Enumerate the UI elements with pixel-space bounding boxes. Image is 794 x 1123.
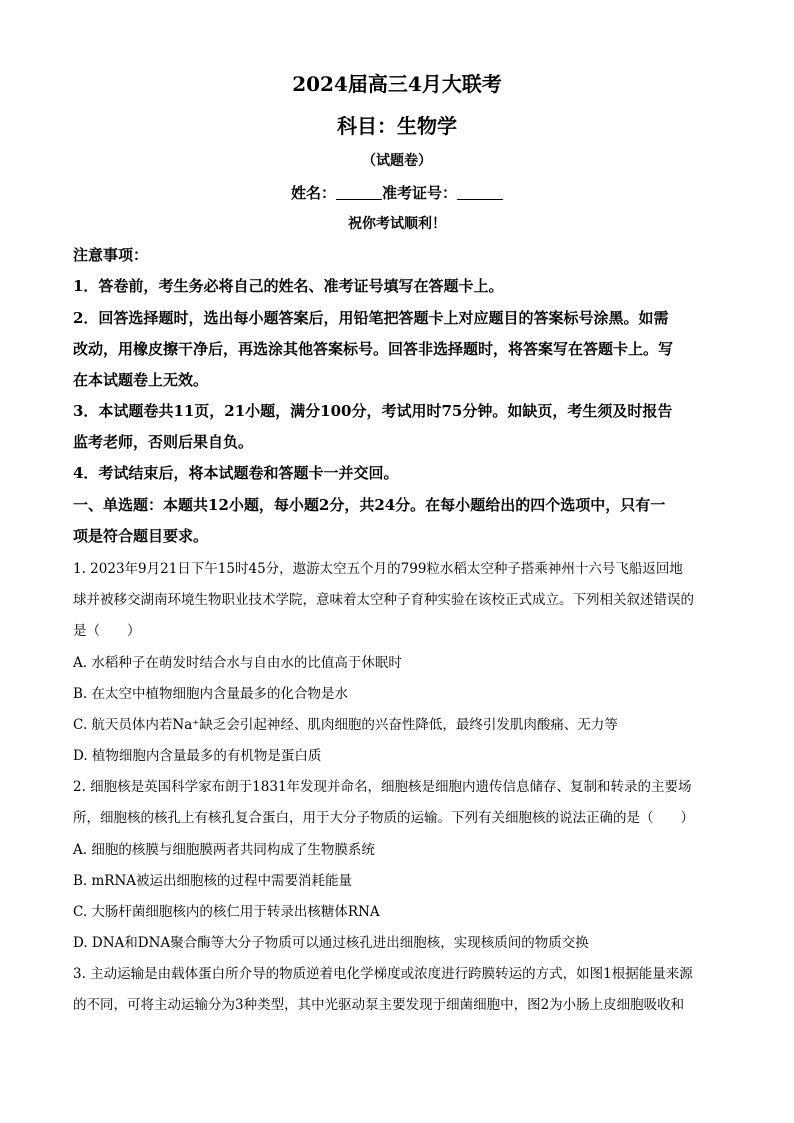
question-1-stem: 1. 2023年9月21日下午15时45分，遨游太空五个月的799粒水稻太空种子搭乘神州十六号飞船返回地 [73,561,683,577]
notice-line: 1．答卷前，考生务必将自己的姓名、准考证号填写在答题卡上。 [73,277,504,295]
question-1-stem: 是（ ） [73,623,141,639]
question-2-stem: 所，细胞核的核孔上有核孔复合蛋白，用于大分子物质的运输。下列有关细胞核的说法正确的是（ ） [73,810,694,826]
question-1-option-a: A. 水稻种子在萌发时结合水与自由水的比值高于休眠时 [73,655,402,671]
id-blank [457,185,503,200]
candidate-info-line [0,182,794,203]
name-label: 姓名： [290,184,336,202]
section-heading: 项是符合题目要求。 [73,527,209,545]
id-label: 准考证号： [382,184,458,202]
question-1-stem: 球并被移交湖南环境生物职业技术学院，意味着太空种子育种实验在该校正式成立。下列相关叙述错误的 [73,592,694,608]
exam-title: 2024届高三4月大联考 [292,72,502,96]
question-2-option-d: D. DNA和DNA聚合酶等大分子物质可以通过核孔进出细胞核，实现核质间的物质交换 [73,935,589,951]
notice-line: 2．回答选择题时，选出每小题答案后，用铅笔把答题卡上对应题目的答案标号涂黑。如需 [73,309,669,327]
question-1-option-b: B. 在太空中植物细胞内含量最多的化合物是水 [73,686,349,702]
question-2-option-b: B. mRNA被运出细胞核的过程中需要消耗能量 [73,873,353,889]
question-2-option-c: C. 大肠杆菌细胞核内的核仁用于转录出核糖体RNA [73,904,380,920]
name-blank [336,185,382,200]
notice-heading: 注意事项： [73,246,149,264]
subject-title: 科目：生物学 [337,114,457,138]
question-2-option-a: A. 细胞的核膜与细胞膜两者共同构成了生物膜系统 [73,842,375,858]
notice-line: 在本试题卷上无效。 [73,371,209,389]
question-2-stem: 2. 细胞核是英国科学家布朗于1831年发现并命名，细胞核是细胞内遗传信息储存、复制和转录的主要场 [73,779,692,795]
section-heading: 一、单选题：本题共12小题，每小题2分，共24分。在每小题给出的四个选项中，只有一 [73,496,666,514]
wish-text: 祝你考试顺利！ [348,216,446,232]
question-3-stem: 3. 主动运输是由载体蛋白所介导的物质逆着电化学梯度或浓度进行跨膜转运的方式，如图1根据能量来源 [73,966,693,982]
notice-line: 3．本试题卷共11页，21小题，满分100分，考试用时75分钟。如缺页，考生须及时报告 [73,402,673,420]
question-1-option-d: D. 植物细胞内含量最多的有机物是蛋白质 [73,748,322,764]
notice-line: 4．考试结束后，将本试题卷和答题卡一并交回。 [73,464,399,482]
question-1-option-c: C. 航天员体内若Na⁺缺乏会引起神经、肌肉细胞的兴奋性降低，最终引发肌肉酸痛、无力等 [73,717,618,733]
question-3-stem: 的不同，可将主动运输分为3种类型，其中光驱动泵主要发现于细菌细胞中，图2为小肠上皮细胞吸收和 [73,997,685,1013]
notice-line: 改动，用橡皮擦干净后，再选涂其他答案标号。回答非选择题时，将答案写在答题卡上。写 [73,340,674,358]
paper-type: （试题卷） [362,153,432,169]
notice-line: 监考老师，否则后果自负。 [73,433,254,451]
